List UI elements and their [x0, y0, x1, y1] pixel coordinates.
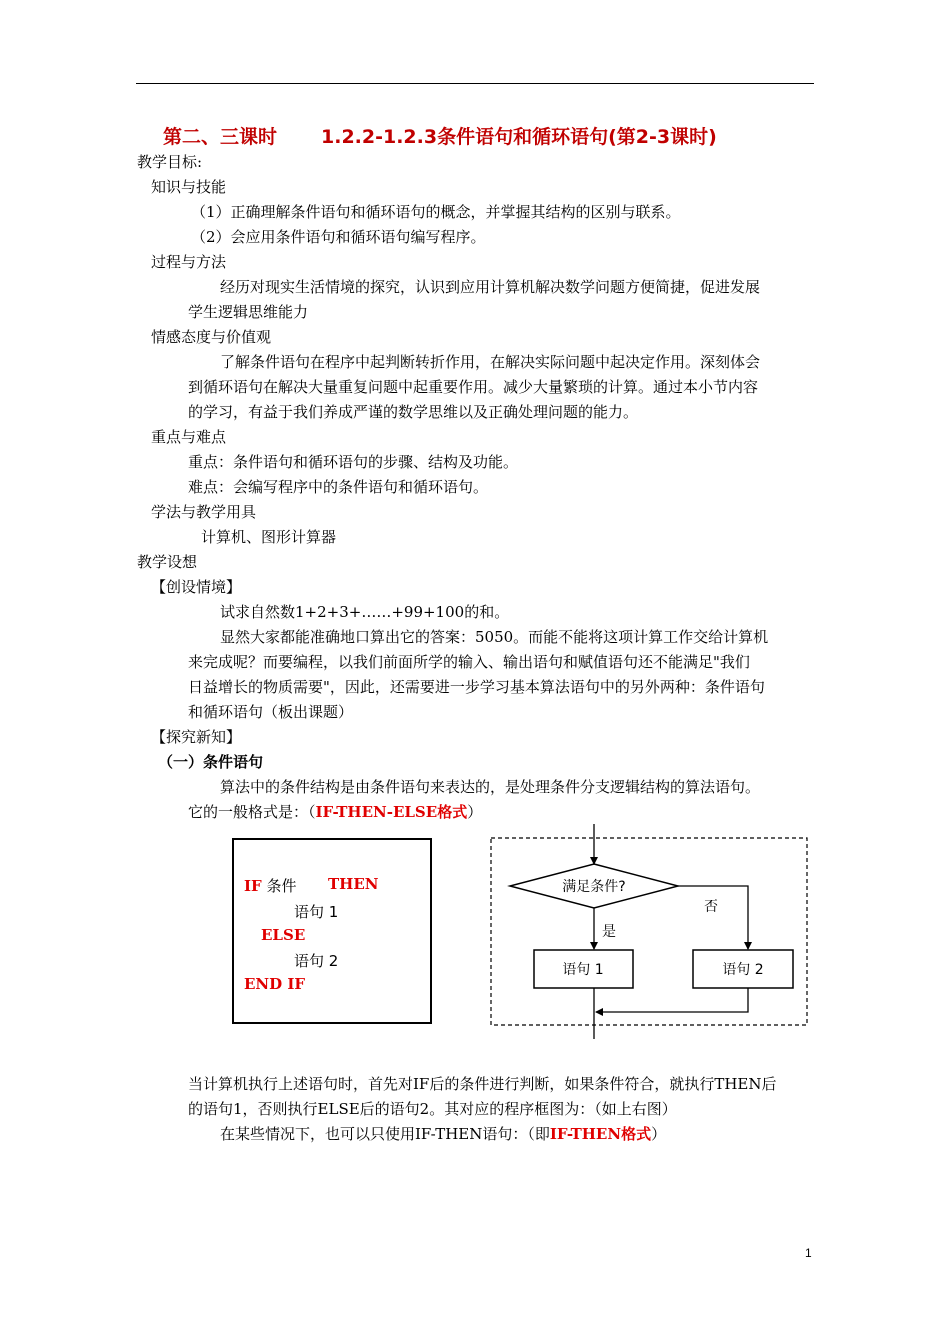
objectives-heading: 教学目标:: [137, 153, 203, 171]
design-heading: 教学设想: [137, 553, 198, 571]
no-label: 否: [704, 899, 718, 915]
conditional-intro-1: 算法中的条件结构是由条件语句来表达的，是处理条件分支逻辑结构的算法语句。: [220, 778, 761, 796]
ifthenelse-format-label: IF-THEN-ELSE格式: [315, 803, 468, 821]
explanation-line-1: 当计算机执行上述语句时，首先对IF后的条件进行判断，如果条件符合，就执行THEN后: [188, 1075, 777, 1093]
emotion-heading: 情感态度与价值观: [151, 328, 272, 346]
ifthen-intro: 在某些情况下，也可以只使用IF-THEN语句：（即IF-THEN格式）: [220, 1125, 667, 1143]
tools-list: 计算机、图形计算器: [201, 528, 337, 546]
code-endif: END IF: [244, 975, 306, 993]
knowledge-item-2: （2）会应用条件语句和循环语句编写程序。: [191, 228, 486, 246]
header-rule: [136, 83, 814, 84]
yes-label: 是: [602, 924, 616, 940]
emotion-line-3: 的学习，有益于我们养成严谨的数学思维以及正确处理问题的能力。: [188, 403, 639, 421]
explanation-line-2: 的语句1，否则执行ELSE后的语句2。其对应的程序框图为：（如上右图）: [188, 1100, 677, 1118]
page-title: [163, 124, 717, 150]
scenario-line-1: 试求自然数1+2+3+……+99+100的和。: [220, 603, 510, 621]
explore-heading: 【探究新知】: [151, 728, 242, 746]
if-then-else-code-box: [232, 838, 432, 1024]
scenario-line-4: 日益增长的物质需要"，因此，还需要进一步学习基本算法语句中的另外两种：条件语句: [188, 678, 765, 696]
knowledge-heading: 知识与技能: [151, 178, 227, 196]
scenario-heading: 【创设情境】: [151, 578, 242, 596]
scenario-line-3: 来完成呢？而要编程，以我们前面所学的输入、输出语句和赋值语句还不能满足"我们: [188, 653, 750, 671]
code-else: ELSE: [261, 926, 306, 944]
emotion-line-1: 了解条件语句在程序中起判断转折作用，在解决实际问题中起决定作用。深刻体会: [220, 353, 761, 371]
code-stmt-1: 语句 1: [294, 903, 339, 921]
key-heading: 重点与难点: [151, 428, 227, 446]
section-1-heading: （一）条件语句: [158, 753, 264, 771]
difficult-point: 难点：会编写程序中的条件语句和循环语句。: [188, 478, 489, 496]
tools-heading: 学法与教学用具: [151, 503, 257, 521]
code-then: THEN: [328, 875, 379, 893]
flowchart-dashed-border: [491, 838, 807, 1025]
emotion-line-2: 到循环语句在解决大量重复问题中起重要作用。减少大量繁琐的计算。通过本小节内容: [188, 378, 759, 396]
key-point: 重点：条件语句和循环语句的步骤、结构及功能。: [188, 453, 519, 471]
process-heading: 过程与方法: [151, 253, 227, 271]
statement-1-text: 语句 1: [562, 962, 604, 978]
process-line-1: 经历对现实生活情境的探究，认识到应用计算机解决数学问题方便简捷，促进发展: [220, 278, 761, 296]
scenario-line-2: 显然大家都能准确地口算出它的答案：5050。而能不能将这项计算工作交给计算机: [220, 628, 769, 646]
conditional-intro-2: 它的一般格式是：（IF-THEN-ELSE格式）: [188, 803, 483, 821]
statement-2-text: 语句 2: [722, 962, 764, 978]
title-lesson: 第二、三课时: [163, 126, 278, 148]
code-line-if: IF 条件: [244, 877, 297, 895]
title-topic: 1.2.2-1.2.3条件语句和循环语句(第2-3课时): [321, 126, 717, 148]
scenario-line-5: 和循环语句（板出课题）: [188, 703, 354, 721]
ifthen-format-label: IF-THEN格式: [549, 1125, 652, 1143]
if-then-else-flowchart: [490, 824, 810, 1039]
page-number: 1: [805, 1246, 812, 1260]
code-stmt-2: 语句 2: [294, 952, 339, 970]
decision-text: 满足条件?: [562, 879, 626, 895]
knowledge-item-1: （1）正确理解条件语句和循环语句的概念，并掌握其结构的区别与联系。: [191, 203, 681, 221]
process-line-2: 学生逻辑思维能力: [188, 303, 309, 321]
